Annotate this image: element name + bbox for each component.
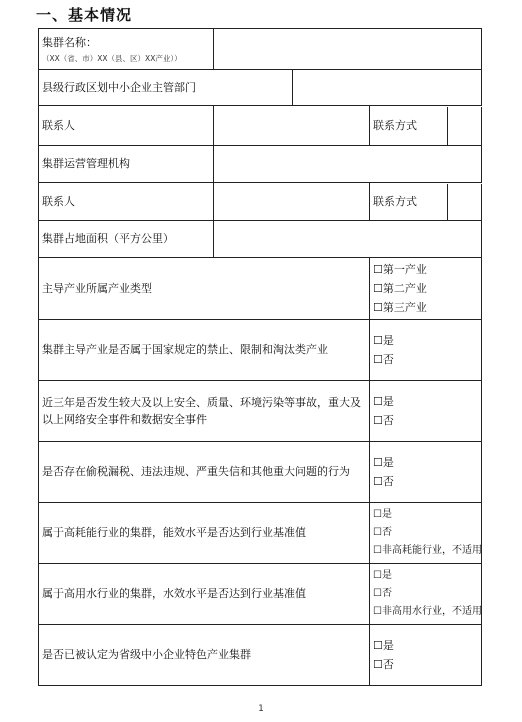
row-contact-2 bbox=[39, 183, 482, 221]
energy-label: 属于高耗能行业的集群，能效水平是否达到行业基准值 bbox=[39, 503, 370, 564]
contact1-method-label: 联系方式 bbox=[373, 118, 417, 132]
contact1-method-cell bbox=[370, 106, 482, 146]
violations-label: 是否存在偷税漏税、违法违规、严重失信和其他重大问题的行为 bbox=[39, 442, 370, 503]
certified-no-checkbox[interactable]: ☐否 bbox=[373, 658, 394, 671]
violations-options bbox=[370, 442, 482, 503]
basic-info-form bbox=[38, 28, 482, 686]
option-secondary-industry[interactable]: ☐第二产业 bbox=[373, 282, 427, 295]
option-primary-industry[interactable]: ☐第一产业 bbox=[373, 263, 427, 276]
energy-options bbox=[370, 503, 482, 564]
water-options bbox=[370, 564, 482, 625]
row-water-efficiency bbox=[39, 564, 482, 625]
section-title: 一、基本情况 bbox=[36, 6, 133, 24]
county-dept-field[interactable] bbox=[293, 70, 482, 106]
contact1-label: 联系人 bbox=[39, 106, 214, 146]
contact2-label: 联系人 bbox=[39, 183, 214, 221]
accidents-yes-checkbox[interactable]: ☐是 bbox=[373, 395, 394, 408]
county-dept-label: 县级行政区划中小企业主管部门 bbox=[39, 70, 293, 106]
row-industry-type bbox=[39, 258, 482, 320]
banned-options bbox=[370, 320, 482, 381]
row-county-dept bbox=[39, 70, 482, 106]
contact1-field[interactable] bbox=[214, 106, 370, 146]
cluster-name-field[interactable] bbox=[214, 29, 482, 70]
banned-label: 集群主导产业是否属于国家规定的禁止、限制和淘汰类产业 bbox=[39, 320, 370, 381]
contact2-field[interactable] bbox=[214, 183, 370, 221]
option-tertiary-industry[interactable]: ☐第三产业 bbox=[373, 301, 427, 314]
accidents-label: 近三年是否发生较大及以上安全、质量、环境污染等事故，重大及以上网络安全事件和数据安全事件 bbox=[39, 381, 370, 442]
row-area bbox=[39, 221, 482, 258]
cluster-name-note: （XX（省、市）XX（县、区）XX产业）） bbox=[42, 53, 182, 63]
water-no-checkbox[interactable]: ☐否 bbox=[373, 588, 392, 599]
operator-label: 集群运营管理机构 bbox=[39, 146, 214, 183]
industry-type-options bbox=[370, 258, 482, 320]
banned-yes-checkbox[interactable]: ☐是 bbox=[373, 334, 394, 347]
operator-field[interactable] bbox=[214, 146, 482, 183]
area-field[interactable] bbox=[214, 221, 482, 258]
row-contact-1 bbox=[39, 106, 482, 146]
violations-no-checkbox[interactable]: ☐否 bbox=[373, 475, 394, 488]
row-banned-industry bbox=[39, 320, 482, 381]
cluster-name-label: 集群名称： bbox=[42, 35, 97, 49]
contact1-method-field[interactable] bbox=[447, 107, 482, 145]
water-yes-checkbox[interactable]: ☐是 bbox=[373, 570, 392, 581]
energy-not-applicable-checkbox[interactable]: ☐非高耗能行业，不适用 bbox=[373, 545, 482, 556]
area-label: 集群占地面积（平方公里） bbox=[39, 221, 214, 258]
contact2-method-cell bbox=[370, 183, 482, 221]
industry-type-label: 主导产业所属产业类型 bbox=[39, 258, 370, 320]
row-cluster-name bbox=[39, 29, 482, 70]
row-accidents bbox=[39, 381, 482, 442]
energy-yes-checkbox[interactable]: ☐是 bbox=[373, 509, 392, 520]
certified-label: 是否已被认定为省级中小企业特色产业集群 bbox=[39, 625, 370, 686]
contact2-method-label: 联系方式 bbox=[373, 194, 417, 208]
row-violations bbox=[39, 442, 482, 503]
violations-yes-checkbox[interactable]: ☐是 bbox=[373, 456, 394, 469]
accidents-no-checkbox[interactable]: ☐否 bbox=[373, 414, 394, 427]
water-not-applicable-checkbox[interactable]: ☐非高用水行业，不适用 bbox=[373, 606, 482, 617]
certified-options bbox=[370, 625, 482, 686]
accidents-options bbox=[370, 381, 482, 442]
row-operator bbox=[39, 146, 482, 183]
banned-no-checkbox[interactable]: ☐否 bbox=[373, 353, 394, 366]
water-label: 属于高用水行业的集群，水效水平是否达到行业基准值 bbox=[39, 564, 370, 625]
row-certified bbox=[39, 625, 482, 686]
certified-yes-checkbox[interactable]: ☐是 bbox=[373, 639, 394, 652]
energy-no-checkbox[interactable]: ☐否 bbox=[373, 527, 392, 538]
cluster-name-label-cell bbox=[39, 29, 214, 70]
page-number: 1 bbox=[258, 704, 264, 714]
contact2-method-field[interactable] bbox=[447, 184, 482, 220]
row-energy-efficiency bbox=[39, 503, 482, 564]
